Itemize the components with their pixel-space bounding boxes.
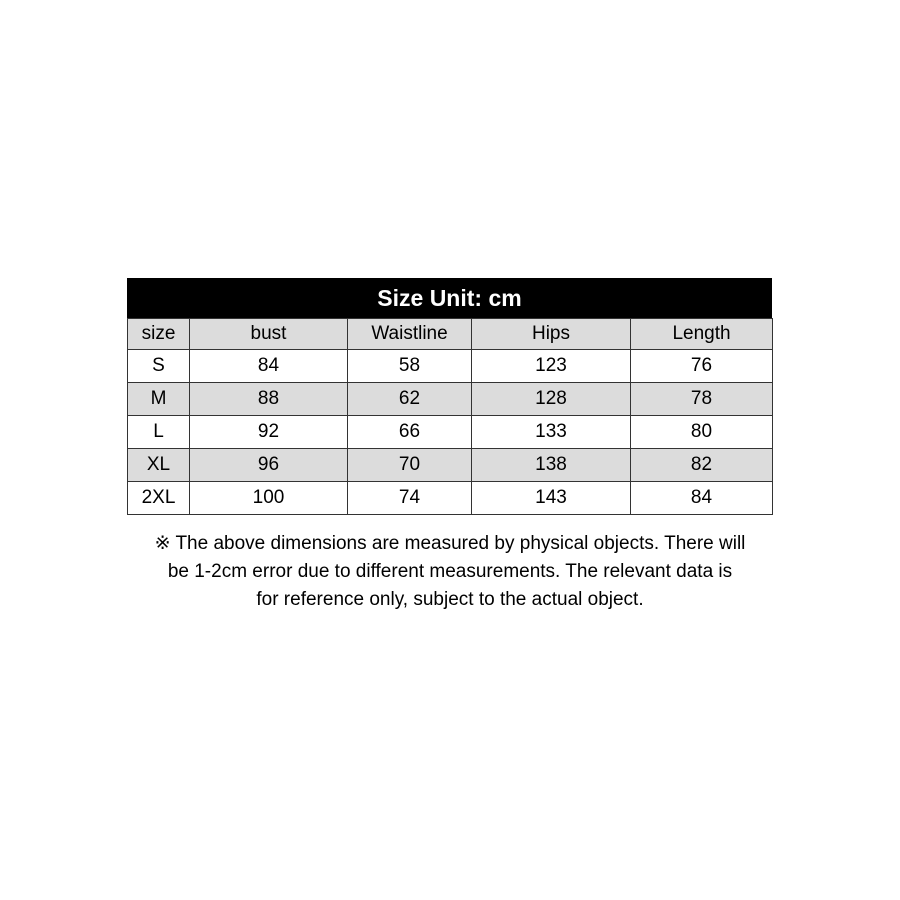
size-cell: 2XL — [128, 482, 190, 515]
waistline-cell: 70 — [348, 449, 472, 482]
column-header-hips: Hips — [472, 319, 631, 350]
table-row — [128, 350, 773, 383]
hips-cell: 143 — [472, 482, 631, 515]
length-cell: 82 — [631, 449, 773, 482]
table-row — [128, 416, 773, 449]
hips-cell: 123 — [472, 350, 631, 383]
column-header-size: size — [128, 319, 190, 350]
table-row — [128, 482, 773, 515]
note-line: be 1-2cm error due to different measurements. The relevant data is — [167, 561, 733, 582]
hips-cell: 128 — [472, 383, 631, 416]
hips-cell: 138 — [472, 449, 631, 482]
size-chart — [127, 278, 772, 515]
hips-cell: 133 — [472, 416, 631, 449]
note-line: ※ The above dimensions are measured by physical objects. There will — [154, 533, 746, 554]
table-row — [128, 383, 773, 416]
size-cell: XL — [128, 449, 190, 482]
size-cell: M — [128, 383, 190, 416]
column-header-length: Length — [631, 319, 773, 350]
bust-cell: 96 — [190, 449, 348, 482]
waistline-cell: 66 — [348, 416, 472, 449]
length-cell: 80 — [631, 416, 773, 449]
waistline-cell: 58 — [348, 350, 472, 383]
size-table — [127, 318, 773, 515]
bust-cell: 84 — [190, 350, 348, 383]
waistline-cell: 74 — [348, 482, 472, 515]
table-row — [128, 449, 773, 482]
length-cell: 84 — [631, 482, 773, 515]
bust-cell: 92 — [190, 416, 348, 449]
length-cell: 76 — [631, 350, 773, 383]
column-header-bust: bust — [190, 319, 348, 350]
length-cell: 78 — [631, 383, 773, 416]
bust-cell: 100 — [190, 482, 348, 515]
chart-title: Size Unit: cm — [127, 278, 772, 318]
measurement-note — [110, 530, 790, 614]
size-cell: S — [128, 350, 190, 383]
size-cell: L — [128, 416, 190, 449]
waistline-cell: 62 — [348, 383, 472, 416]
column-header-waistline: Waistline — [348, 319, 472, 350]
note-line: for reference only, subject to the actual object. — [256, 589, 644, 610]
bust-cell: 88 — [190, 383, 348, 416]
table-header-row — [128, 319, 773, 350]
